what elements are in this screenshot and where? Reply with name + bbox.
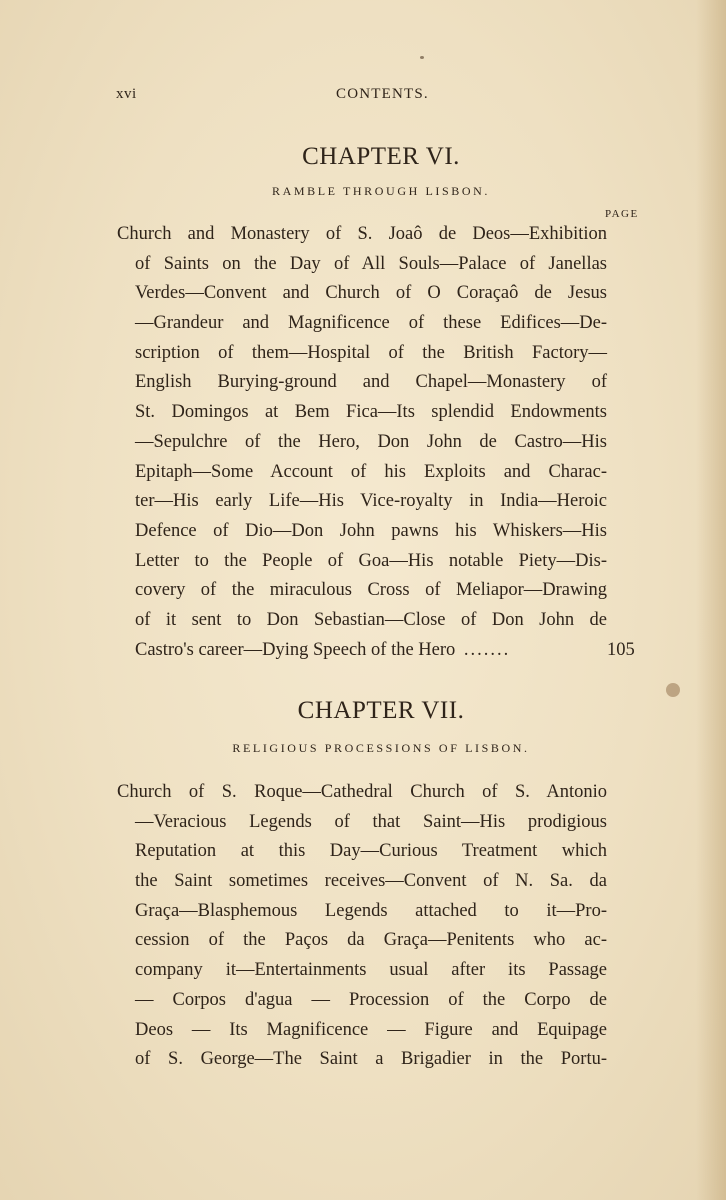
summary-line: covery of the miraculous Cross of Meliapor—Drawing	[135, 580, 607, 601]
summary-line: English Burying-ground and Chapel—Monastery of	[135, 372, 607, 393]
running-head: CONTENTS.	[336, 86, 429, 102]
page-header	[0, 86, 726, 108]
folio-number: xvi	[116, 86, 137, 102]
foxing-spot	[666, 683, 680, 697]
page-column-label: PAGE	[605, 208, 639, 220]
chapter-7-subtitle: RELIGIOUS PROCESSIONS OF LISBON.	[232, 741, 530, 755]
summary-line: Defence of Dio—Don John pawns his Whiskers—His	[135, 520, 607, 541]
ink-speck	[420, 56, 424, 59]
summary-line: Letter to the People of Goa—His notable Piety—Dis-	[135, 550, 607, 571]
summary-line: cession of the Paços da Graça—Penitents who ac-	[135, 930, 607, 951]
summary-final-line	[117, 636, 635, 666]
summary-line-text: Castro's career—Dying Speech of the Hero	[135, 639, 456, 660]
summary-line: of Saints on the Day of All Souls—Palace of Janellas	[135, 253, 607, 274]
summary-line: the Saint sometimes receives—Convent of N. Sa. da	[135, 871, 607, 892]
summary-line: St. Domingos at Bem Fica—Its splendid Endowments	[135, 402, 607, 423]
summary-line: Church and Monastery of S. Joaô de Deos—Exhibition	[117, 224, 607, 244]
page-number: 105	[607, 639, 635, 660]
summary-line: Deos — Its Magnificence — Figure and Equipage	[135, 1019, 607, 1040]
summary-line: — Corpos d'agua — Procession of the Corpo de	[135, 989, 607, 1010]
dot-leaders: .......	[463, 639, 511, 660]
summary-line: ter—His early Life—His Vice-royalty in India—Heroic	[135, 491, 607, 512]
chapter-7-title: CHAPTER VII.	[297, 697, 465, 724]
summary-line: company it—Entertainments usual after its Passage	[135, 960, 607, 981]
chapter-6-summary	[117, 220, 635, 665]
summary-line: —Sepulchre of the Hero, Don John de Castro—His	[135, 431, 607, 452]
summary-line: scription of them—Hospital of the British Factory—	[135, 342, 607, 363]
summary-line: Graça—Blasphemous Legends attached to it—Pro-	[135, 900, 607, 921]
chapter-7-summary	[117, 778, 607, 1075]
chapter-6-title: CHAPTER VI.	[302, 143, 460, 170]
summary-line: of it sent to Don Sebastian—Close of Don John de	[135, 609, 607, 630]
summary-line: Church of S. Roque—Cathedral Church of S. Antonio	[117, 782, 607, 802]
summary-line: Reputation at this Day—Curious Treatment which	[135, 841, 607, 862]
summary-line: —Veracious Legends of that Saint—His prodigious	[135, 811, 607, 832]
page-edge-shadow	[696, 0, 726, 1200]
summary-line: Verdes—Convent and Church of O Coraçaô de Jesus	[135, 283, 607, 304]
chapter-6-subtitle: RAMBLE THROUGH LISBON.	[272, 184, 490, 198]
summary-line: of S. George—The Saint a Brigadier in the Portu-	[135, 1049, 607, 1070]
summary-line: —Grandeur and Magnificence of these Edifices—De-	[135, 313, 607, 334]
summary-line: Epitaph—Some Account of his Exploits and Charac-	[135, 461, 607, 482]
